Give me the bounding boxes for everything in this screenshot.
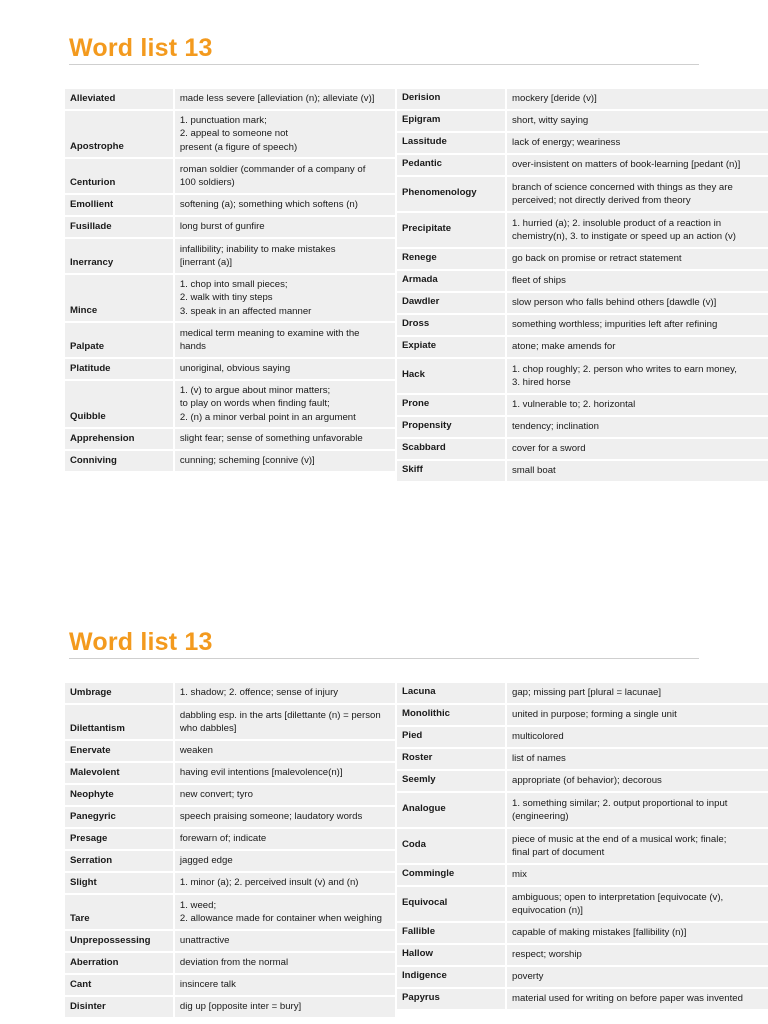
word-term: Monolithic (397, 705, 507, 727)
word-row (397, 249, 768, 271)
word-definition-cell (507, 727, 768, 749)
word-term: Armada (397, 271, 507, 293)
word-definition: infallibility; inability to make mistakes [inerrant (a)] (179, 243, 336, 268)
word-term: Apostrophe (65, 111, 175, 159)
word-table-left (65, 89, 395, 473)
word-term: Aberration (65, 953, 175, 975)
word-row (397, 213, 768, 249)
word-definition: cover for a sword (512, 443, 586, 455)
word-row (397, 829, 768, 865)
word-row (65, 997, 395, 1019)
word-row (65, 741, 395, 763)
word-definition: 1. chop into small pieces; 2. walk with tiny steps 3. speak in an affected manner (179, 278, 312, 317)
word-term: Seemly (397, 771, 507, 793)
word-definition-cell (175, 763, 395, 785)
word-definition: roman soldier (commander of a company of 100 soldiers) (179, 163, 366, 188)
word-term: Coda (397, 829, 507, 865)
word-term: Emollient (65, 195, 175, 217)
word-row (397, 417, 768, 439)
word-definition-cell (175, 851, 395, 873)
word-row (397, 133, 768, 155)
word-definition-cell (175, 451, 395, 473)
word-definition-cell (175, 829, 395, 851)
word-definition-cell (507, 271, 768, 293)
word-term: Hallow (397, 945, 507, 967)
word-definition-cell (175, 741, 395, 763)
word-row (65, 239, 395, 275)
word-row (397, 271, 768, 293)
word-definition-cell (507, 683, 768, 705)
word-row (397, 89, 768, 111)
word-definition: 1. minor (a); 2. perceived insult (v) and (n) (179, 877, 359, 889)
section-title: Word list 13 (69, 34, 213, 62)
word-term: Conniving (65, 451, 175, 473)
word-term: Palpate (65, 323, 175, 359)
word-definition-cell (507, 155, 768, 177)
word-definition-cell (507, 923, 768, 945)
word-term: Disinter (65, 997, 175, 1019)
word-definition: softening (a); something which softens (n) (179, 199, 358, 211)
word-row (65, 873, 395, 895)
word-row (397, 727, 768, 749)
word-definition-cell (507, 829, 768, 865)
word-definition: weaken (179, 745, 213, 757)
word-definition-cell (175, 931, 395, 953)
word-row (65, 451, 395, 473)
word-definition-cell (507, 705, 768, 727)
word-definition-cell (507, 395, 768, 417)
word-definition-cell (175, 195, 395, 217)
word-row (397, 155, 768, 177)
title-divider (69, 64, 699, 65)
word-definition-cell (507, 293, 768, 315)
word-row (397, 293, 768, 315)
word-definition: mockery [deride (v)] (512, 93, 597, 105)
word-term: Scabbard (397, 439, 507, 461)
word-definition-cell (175, 975, 395, 997)
word-row (65, 785, 395, 807)
word-term: Platitude (65, 359, 175, 381)
word-definition-cell (175, 997, 395, 1019)
word-row (65, 931, 395, 953)
word-definition-cell (175, 275, 395, 323)
word-row (65, 683, 395, 705)
word-term: Commingle (397, 865, 507, 887)
word-table-left (65, 683, 395, 1019)
word-definition: united in purpose; forming a single unit (512, 709, 677, 721)
word-definition: mix (512, 869, 527, 881)
word-row (65, 89, 395, 111)
word-term: Inerrancy (65, 239, 175, 275)
word-definition: 1. (v) to argue about minor matters; to play on words when finding fault; 2. (n) a minor verbal point in an argument (179, 384, 356, 423)
word-definition: deviation from the normal (179, 957, 289, 969)
word-term: Umbrage (65, 683, 175, 705)
word-row (65, 829, 395, 851)
word-row (65, 381, 395, 429)
word-definition-cell (507, 793, 768, 829)
word-definition: small boat (512, 465, 556, 477)
word-definition-cell (175, 239, 395, 275)
word-row (65, 851, 395, 873)
word-definition-cell (507, 315, 768, 337)
word-definition-cell (507, 439, 768, 461)
word-row (397, 315, 768, 337)
word-term: Skiff (397, 461, 507, 483)
word-definition: fleet of ships (512, 275, 566, 287)
word-row (397, 749, 768, 771)
word-definition-cell (507, 177, 768, 213)
word-definition-cell (507, 89, 768, 111)
word-definition: atone; make amends for (512, 341, 616, 353)
word-row (65, 323, 395, 359)
word-definition-cell (507, 249, 768, 271)
word-term: Papyrus (397, 989, 507, 1011)
word-definition: gap; missing part [plural = lacunae] (512, 687, 662, 699)
word-term: Cant (65, 975, 175, 997)
word-definition: long burst of gunfire (179, 221, 265, 233)
word-definition-cell (175, 323, 395, 359)
word-definition-cell (507, 461, 768, 483)
word-definition: cunning; scheming [connive (v)] (179, 455, 315, 467)
word-definition-cell (175, 873, 395, 895)
word-term: Pied (397, 727, 507, 749)
word-definition-cell (175, 217, 395, 239)
word-row (397, 771, 768, 793)
word-term: Dross (397, 315, 507, 337)
word-row (65, 975, 395, 997)
word-term: Analogue (397, 793, 507, 829)
word-definition-cell (175, 895, 395, 931)
word-term: Serration (65, 851, 175, 873)
word-definition: jagged edge (179, 855, 233, 867)
word-row (65, 195, 395, 217)
word-term: Prone (397, 395, 507, 417)
word-term: Renege (397, 249, 507, 271)
word-definition: forewarn of; indicate (179, 833, 267, 845)
word-definition: appropriate (of behavior); decorous (512, 775, 662, 787)
word-definition: lack of energy; weariness (512, 137, 621, 149)
word-definition-cell (175, 159, 395, 195)
word-definition-cell (175, 429, 395, 451)
word-definition-cell (175, 683, 395, 705)
word-row (397, 395, 768, 417)
word-row (397, 461, 768, 483)
word-term: Indigence (397, 967, 507, 989)
word-term: Roster (397, 749, 507, 771)
word-row (397, 923, 768, 945)
word-term: Equivocal (397, 887, 507, 923)
word-definition-cell (507, 359, 768, 395)
word-term: Unprepossessing (65, 931, 175, 953)
word-definition: speech praising someone; laudatory words (179, 811, 363, 823)
word-definition: something worthless; impurities left after refining (512, 319, 718, 331)
word-definition: 1. shadow; 2. offence; sense of injury (179, 687, 339, 699)
word-definition: 1. chop roughly; 2. person who writes to earn money, 3. hired horse (512, 363, 737, 388)
word-definition: go back on promise or retract statement (512, 253, 682, 265)
word-row (397, 683, 768, 705)
word-row (65, 159, 395, 195)
word-definition-cell (507, 111, 768, 133)
word-row (65, 807, 395, 829)
word-definition-cell (507, 967, 768, 989)
word-definition: list of names (512, 753, 566, 765)
word-term: Mince (65, 275, 175, 323)
word-term: Dilettantism (65, 705, 175, 741)
word-definition: poverty (512, 971, 544, 983)
word-row (397, 337, 768, 359)
word-definition: dig up [opposite inter = bury] (179, 1001, 302, 1013)
word-definition: 1. something similar; 2. output proportional to input (engineering) (512, 797, 728, 822)
word-term: Neophyte (65, 785, 175, 807)
word-term: Dawdler (397, 293, 507, 315)
word-term: Expiate (397, 337, 507, 359)
word-definition: respect; worship (512, 949, 582, 961)
word-definition: medical term meaning to examine with the hands (179, 327, 360, 352)
word-definition: tendency; inclination (512, 421, 599, 433)
word-definition-cell (175, 705, 395, 741)
word-definition-cell (507, 887, 768, 923)
word-definition: piece of music at the end of a musical work; finale; final part of document (512, 833, 727, 858)
word-term: Precipitate (397, 213, 507, 249)
word-row (397, 111, 768, 133)
word-definition: 1. punctuation mark; 2. appeal to someone not present (a figure of speech) (179, 114, 298, 153)
word-definition: slow person who falls behind others [dawdle (v)] (512, 297, 717, 309)
word-row (397, 865, 768, 887)
word-term: Tare (65, 895, 175, 931)
word-definition-cell (175, 111, 395, 159)
word-definition-cell (507, 213, 768, 249)
word-definition-cell (507, 945, 768, 967)
word-row (397, 945, 768, 967)
word-definition: insincere talk (179, 979, 236, 991)
word-definition: 1. weed; 2. allowance made for container when weighing (179, 899, 382, 924)
word-row (65, 763, 395, 785)
word-definition: 1. vulnerable to; 2. horizontal (512, 399, 636, 411)
word-table-right (397, 683, 768, 1011)
word-definition-cell (175, 381, 395, 429)
word-term: Panegyric (65, 807, 175, 829)
word-definition-cell (507, 337, 768, 359)
word-term: Derision (397, 89, 507, 111)
word-definition-cell (507, 417, 768, 439)
word-row (397, 359, 768, 395)
word-row (397, 439, 768, 461)
word-definition: made less severe [alleviation (n); alleviate (v)] (179, 93, 375, 105)
word-definition: unoriginal, obvious saying (179, 363, 291, 375)
word-definition: capable of making mistakes [fallibility (n)] (512, 927, 687, 939)
word-definition: 1. hurried (a); 2. insoluble product of a reaction in chemistry(n), 3. to instigate or speed up an action (v) (512, 217, 736, 242)
word-row (397, 887, 768, 923)
word-definition-cell (507, 771, 768, 793)
word-term: Alleviated (65, 89, 175, 111)
word-row (65, 111, 395, 159)
word-term: Hack (397, 359, 507, 395)
word-term: Fallible (397, 923, 507, 945)
word-definition: short, witty saying (512, 115, 589, 127)
word-row (65, 359, 395, 381)
word-row (397, 177, 768, 213)
word-term: Quibble (65, 381, 175, 429)
word-definition: dabbling esp. in the arts [dilettante (n) = person who dabbles] (179, 709, 381, 734)
word-definition-cell (175, 953, 395, 975)
word-definition-cell (175, 359, 395, 381)
word-term: Phenomenology (397, 177, 507, 213)
word-row (397, 793, 768, 829)
word-term: Fusillade (65, 217, 175, 239)
word-row (397, 967, 768, 989)
word-row (65, 275, 395, 323)
word-term: Pedantic (397, 155, 507, 177)
word-definition-cell (507, 989, 768, 1011)
word-term: Malevolent (65, 763, 175, 785)
word-term: Enervate (65, 741, 175, 763)
word-term: Presage (65, 829, 175, 851)
word-definition-cell (175, 89, 395, 111)
word-term: Slight (65, 873, 175, 895)
word-definition: unattractive (179, 935, 230, 947)
word-row (397, 705, 768, 727)
word-definition: slight fear; sense of something unfavorable (179, 433, 363, 445)
word-table-right (397, 89, 768, 483)
word-definition-cell (175, 785, 395, 807)
word-definition-cell (175, 807, 395, 829)
word-definition: branch of science concerned with things as they are perceived; not directly derived from theory (512, 181, 733, 206)
word-term: Epigram (397, 111, 507, 133)
word-row (65, 217, 395, 239)
word-row (65, 953, 395, 975)
word-definition: multicolored (512, 731, 564, 743)
word-term: Propensity (397, 417, 507, 439)
word-term: Apprehension (65, 429, 175, 451)
word-row (65, 895, 395, 931)
word-term: Lacuna (397, 683, 507, 705)
word-definition: material used for writing on before paper was invented (512, 993, 743, 1005)
word-term: Centurion (65, 159, 175, 195)
word-definition-cell (507, 133, 768, 155)
section-title: Word list 13 (69, 628, 213, 656)
word-definition: new convert; tyro (179, 789, 253, 801)
word-definition: having evil intentions [malevolence(n)] (179, 767, 343, 779)
word-definition-cell (507, 749, 768, 771)
word-term: Lassitude (397, 133, 507, 155)
word-row (65, 429, 395, 451)
word-definition: over-insistent on matters of book-learning [pedant (n)] (512, 159, 741, 171)
title-divider (69, 658, 699, 659)
word-row (65, 705, 395, 741)
word-definition-cell (507, 865, 768, 887)
word-row (397, 989, 768, 1011)
word-definition: ambiguous; open to interpretation [equivocate (v), equivocation (n)] (512, 891, 724, 916)
